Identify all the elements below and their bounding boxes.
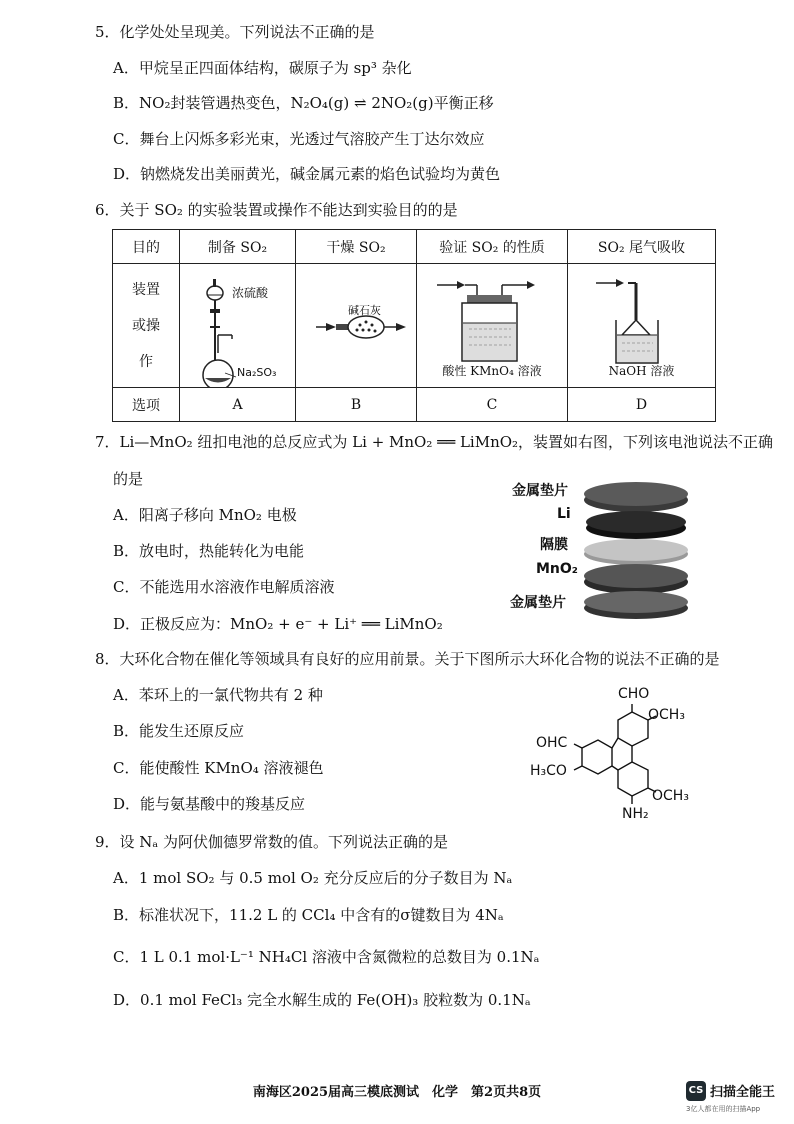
q7-stem-line1: 7．Li—MnO₂ 纽扣电池的总反应式为 Li + MnO₂ ══ LiMnO₂，装置如右图，下列该电池说法不正确: [95, 433, 774, 451]
purpose-d: SO₂ 尾气吸收: [568, 230, 716, 264]
option-c: C: [417, 388, 568, 422]
row-label-apparatus-text: 装置或操作: [132, 281, 160, 370]
q5-option-d: D．钠燃烧发出美丽黄光，碱金属元素的焰色试验均为黄色: [113, 165, 501, 183]
layer-label-bottom-spacer: 金属垫片: [510, 595, 566, 611]
layer-label-top-spacer: 金属垫片: [512, 483, 568, 499]
apparatus-b-agent-label: 碱石灰: [348, 304, 381, 317]
row-label-apparatus: [113, 264, 180, 388]
apparatus-a-salt-label: Na₂SO₃: [237, 366, 277, 379]
q7-option-a: A．阳离子移向 MnO₂ 电极: [113, 506, 297, 524]
q7-option-d: D．正极反应为：MnO₂ + e⁻ + Li⁺ ══ LiMnO₂: [113, 615, 443, 633]
apparatus-d: [568, 264, 716, 388]
page-footer: 南海区2025届高三模底测试 化学 第2页共8页: [252, 1085, 542, 1100]
q8-option-d: D．能与氨基酸中的羧基反应: [113, 795, 306, 813]
group-h3co: H₃CO: [530, 763, 567, 779]
q8-option-a: A．苯环上的一氯代物共有 2 种: [113, 686, 323, 704]
group-cho: CHO: [618, 686, 650, 702]
apparatus-c: [417, 264, 568, 388]
group-ohc: OHC: [536, 735, 568, 751]
scanner-tagline: 3亿人都在用的扫描App: [686, 1105, 761, 1113]
q9-option-d: D．0.1 mol FeCl₃ 完全水解生成的 Fe(OH)₃ 胶粒数为 0.1Nₐ: [113, 991, 531, 1009]
apparatus-b: [296, 264, 417, 388]
q7-option-c: C．不能选用水溶液作电解质溶液: [113, 578, 335, 596]
q6-table: [112, 229, 716, 422]
apparatus-a-acid-label: 浓硫酸: [232, 286, 269, 300]
group-nh2: NH₂: [622, 806, 649, 822]
q7-stem-line2: 的是: [113, 470, 144, 488]
apparatus-d-solution-label: NaOH 溶液: [608, 364, 675, 378]
scanner-logo: CS: [686, 1081, 706, 1101]
layer-label-mno2: MnO₂: [536, 561, 578, 577]
option-a: A: [180, 388, 296, 422]
apparatus-b-drawing: [296, 265, 416, 387]
group-och3-bottom: OCH₃: [652, 788, 689, 804]
q9-option-c: C．1 L 0.1 mol·L⁻¹ NH₄Cl 溶液中含氮微粒的总数目为 0.1Nₐ: [113, 948, 540, 966]
battery-stack-drawing: [578, 470, 698, 620]
layer-label-li: Li: [557, 506, 571, 522]
q7-option-b: B．放电时，热能转化为电能: [113, 542, 305, 560]
q8-option-b: B．能发生还原反应: [113, 722, 245, 740]
q5-stem: 5．化学处处呈现美。下列说法不正确的是: [95, 23, 375, 41]
q5-option-b: B．NO₂封装管遇热变色，N₂O₄(g) ⇌ 2NO₂(g)平衡正移: [113, 94, 494, 112]
q9-stem: 9．设 Nₐ 为阿伏伽德罗常数的值。下列说法正确的是: [95, 833, 448, 851]
q9-option-a: A．1 mol SO₂ 与 0.5 mol O₂ 充分反应后的分子数目为 Nₐ: [113, 869, 513, 887]
apparatus-c-solution-label: 酸性 KMnO₄ 溶液: [442, 364, 542, 378]
group-och3-top: OCH₃: [648, 707, 685, 723]
purpose-c: 验证 SO₂ 的性质: [417, 230, 568, 264]
layer-label-separator: 隔膜: [540, 537, 568, 553]
q9-option-b: B．标准状况下，11.2 L 的 CCl₄ 中含有的σ键数目为 4Nₐ: [113, 906, 504, 924]
purpose-b: 干燥 SO₂: [296, 230, 417, 264]
row-label-option: 选项: [113, 388, 180, 422]
option-b: B: [296, 388, 417, 422]
q5-option-a: A．甲烷呈正四面体结构，碳原子为 sp³ 杂化: [113, 59, 412, 77]
apparatus-a: [180, 264, 296, 388]
option-d: D: [568, 388, 716, 422]
scanner-name: 扫描全能王: [710, 1085, 776, 1100]
row-label-purpose: 目的: [113, 230, 180, 264]
q5-option-c: C．舞台上闪烁多彩光束，光透过气溶胶产生丁达尔效应: [113, 130, 485, 148]
q6-stem: 6．关于 SO₂ 的实验装置或操作不能达到实验目的的是: [95, 201, 458, 219]
q8-stem: 8．大环化合物在催化等领域具有良好的应用前景。关于下图所示大环化合物的说法不正确的是: [95, 650, 720, 668]
purpose-a: 制备 SO₂: [180, 230, 296, 264]
q8-option-c: C．能使酸性 KMnO₄ 溶液褪色: [113, 759, 324, 777]
